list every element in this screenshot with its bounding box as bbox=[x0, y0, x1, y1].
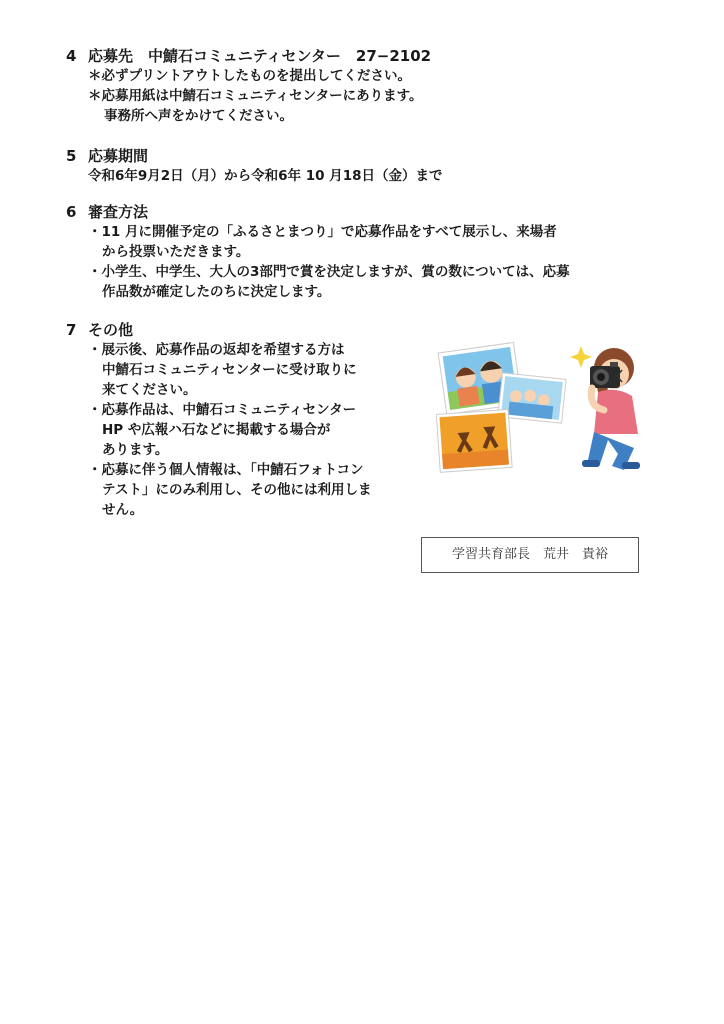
section-number: 7 bbox=[66, 321, 77, 339]
photographer-illustration-svg bbox=[436, 336, 654, 476]
bullet-line-cont: あります。 bbox=[102, 442, 169, 458]
signature-box bbox=[421, 537, 639, 573]
sunset-photo bbox=[436, 409, 512, 472]
bullet-line-cont: 中鯖石コミュニティセンターに受け取りに bbox=[102, 362, 357, 378]
bullet-line-cont: から投票いただきます。 bbox=[102, 244, 250, 260]
section-6 bbox=[66, 202, 570, 302]
photographer-figure bbox=[570, 346, 640, 470]
section-5 bbox=[66, 146, 443, 186]
bullet-line-cont: HP や広報ハ石などに掲載する場合が bbox=[102, 422, 331, 438]
section-4-heading bbox=[66, 46, 431, 66]
section-title: 応募先 中鯖石コミュニティセンター 27−2102 bbox=[88, 47, 432, 65]
bullet-line-cont: 作品数が確定したのちに決定します。 bbox=[102, 284, 331, 300]
bullet-line-cont: 来てください。 bbox=[102, 382, 197, 398]
section-title: 審査方法 bbox=[88, 203, 149, 221]
section-title: 応募期間 bbox=[88, 147, 149, 165]
section-7-heading bbox=[66, 320, 371, 340]
application-period: 令和6年9月2日（月）から令和6年 10 月18日（金）まで bbox=[88, 168, 443, 184]
photographer-illustration bbox=[436, 336, 654, 476]
section-number: 5 bbox=[66, 147, 77, 165]
section-number: 6 bbox=[66, 203, 77, 221]
bullet-line: ・小学生、中学生、大人の3部門で賞を決定しますが、賞の数については、応募 bbox=[88, 264, 570, 280]
section-4 bbox=[66, 46, 431, 126]
bullet-line-cont: せん。 bbox=[102, 502, 144, 518]
note-form-location-cont: 事務所へ声をかけてください。 bbox=[104, 108, 293, 124]
bullet-line-cont: テスト」にのみ利用し、その他には利用しま bbox=[102, 482, 372, 498]
section-number: 4 bbox=[66, 47, 77, 65]
note-printout: ＊必ずプリントアウトしたものを提出してください。 bbox=[88, 68, 412, 84]
bullet-line: ・展示後、応募作品の返却を希望する方は bbox=[88, 342, 345, 358]
section-7 bbox=[66, 320, 371, 520]
bullet-line: ・応募作品は、中鯖石コミュニティセンター bbox=[88, 402, 357, 418]
section-6-heading bbox=[66, 202, 570, 222]
section-5-heading bbox=[66, 146, 443, 166]
bullet-line: ・11 月に開催予定の「ふるさとまつり」で応募作品をすべて展示し、来場者 bbox=[88, 224, 557, 240]
signature-text: 学習共育部長 荒井 貴裕 bbox=[451, 547, 608, 562]
bullet-line: ・応募に伴う個人情報は、「中鯖石フォトコン bbox=[88, 462, 364, 478]
section-title: その他 bbox=[88, 321, 134, 339]
note-form-location: ＊応募用紙は中鯖石コミュニティセンターにあります。 bbox=[88, 88, 423, 104]
